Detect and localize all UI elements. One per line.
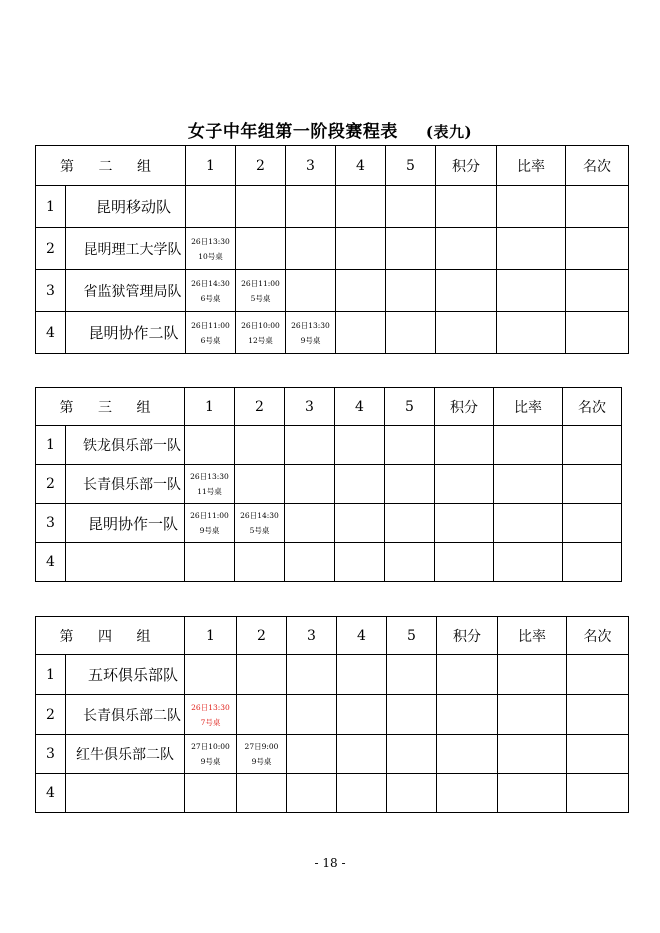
header-rank: 名次 <box>566 146 629 186</box>
cell <box>566 270 629 312</box>
table-row <box>36 655 629 695</box>
cell <box>236 228 286 270</box>
match-time: 26日11:00 <box>191 320 230 330</box>
schedule-cell <box>236 270 286 312</box>
cell <box>437 655 498 695</box>
cell <box>235 426 285 465</box>
header-ratio: 比率 <box>498 617 567 655</box>
match-time: 26日13:30 <box>191 702 230 712</box>
team-name: 省监狱管理局队 <box>66 270 186 312</box>
row-number: 3 <box>36 735 66 774</box>
row-number: 2 <box>36 695 66 735</box>
cell <box>287 774 337 813</box>
match-table: 6号桌 <box>200 335 221 345</box>
cell <box>336 228 386 270</box>
team-name: 昆明理工大学队 <box>66 228 186 270</box>
header-row <box>36 388 622 426</box>
cell <box>335 543 385 582</box>
cell <box>285 465 335 504</box>
header-4: 4 <box>336 146 386 186</box>
title-text: 女子中年组第一阶段赛程表 <box>187 122 398 142</box>
match-table: 5号桌 <box>249 526 270 535</box>
row-number: 4 <box>36 774 66 813</box>
header-5: 5 <box>385 388 435 426</box>
match-time: 26日13:30 <box>291 320 330 330</box>
cell <box>287 695 337 735</box>
header-4: 4 <box>337 617 387 655</box>
cell <box>498 655 567 695</box>
header-4: 4 <box>335 388 385 426</box>
schedule-cell <box>186 228 236 270</box>
row-number: 1 <box>36 186 66 228</box>
header-ratio: 比率 <box>497 146 566 186</box>
match-time: 26日11:00 <box>190 511 229 520</box>
cell <box>567 735 629 774</box>
table-row <box>36 543 622 582</box>
header-3: 3 <box>286 146 336 186</box>
cell <box>287 735 337 774</box>
cell <box>237 655 287 695</box>
cell <box>385 426 435 465</box>
team-name: 昆明协作一队 <box>66 504 185 543</box>
row-number: 3 <box>36 270 66 312</box>
cell <box>437 774 498 813</box>
cell <box>387 774 437 813</box>
cell <box>237 774 287 813</box>
schedule-cell <box>185 504 235 543</box>
schedule-cell-highlighted <box>185 695 237 735</box>
table-row <box>36 186 629 228</box>
cell <box>185 655 237 695</box>
header-row <box>36 146 629 186</box>
cell <box>567 695 629 735</box>
cell <box>286 228 336 270</box>
header-rank: 名次 <box>567 617 629 655</box>
match-time: 26日10:00 <box>241 320 280 330</box>
row-number: 4 <box>36 312 66 354</box>
cell <box>386 312 436 354</box>
cell <box>337 774 387 813</box>
header-1: 1 <box>186 146 236 186</box>
cell <box>435 543 494 582</box>
cell <box>237 695 287 735</box>
team-name: 昆明协作二队 <box>66 312 186 354</box>
cell <box>436 312 497 354</box>
schedule-cell <box>185 465 235 504</box>
cell <box>497 312 566 354</box>
table-row <box>36 695 629 735</box>
header-row <box>36 617 629 655</box>
match-time: 26日13:30 <box>191 236 230 246</box>
cell <box>335 465 385 504</box>
cell <box>498 695 567 735</box>
match-table: 9号桌 <box>200 757 221 766</box>
match-time: 27日10:00 <box>191 742 230 751</box>
cell <box>235 543 285 582</box>
cell <box>437 695 498 735</box>
cell <box>285 543 335 582</box>
cell <box>286 186 336 228</box>
schedule-cell <box>186 312 236 354</box>
cell <box>336 186 386 228</box>
cell <box>436 186 497 228</box>
team-name <box>66 543 185 582</box>
title-tag: (表九) <box>425 123 473 141</box>
header-5: 5 <box>386 146 436 186</box>
header-3: 3 <box>285 388 335 426</box>
cell <box>185 543 235 582</box>
cell <box>385 465 435 504</box>
team-name: 长青俱乐部一队 <box>66 465 185 504</box>
match-time: 26日11:00 <box>241 278 280 288</box>
cell <box>563 465 622 504</box>
cell <box>385 543 435 582</box>
table-row <box>36 312 629 354</box>
match-table: 9号桌 <box>199 526 220 535</box>
table-row <box>36 426 622 465</box>
team-name <box>66 774 185 813</box>
match-time: 26日13:30 <box>190 472 229 481</box>
schedule-cell <box>237 735 287 774</box>
match-table: 12号桌 <box>248 335 273 345</box>
cell <box>494 504 563 543</box>
group-name: 第 三 组 <box>36 388 185 426</box>
cell <box>435 504 494 543</box>
cell <box>437 735 498 774</box>
cell <box>497 228 566 270</box>
cell <box>337 695 387 735</box>
header-rank: 名次 <box>563 388 622 426</box>
schedule-cell <box>186 270 236 312</box>
header-ratio: 比率 <box>494 388 563 426</box>
match-time: 27日9:00 <box>244 742 279 751</box>
cell <box>235 465 285 504</box>
cell <box>498 735 567 774</box>
cell <box>386 270 436 312</box>
cell <box>287 655 337 695</box>
team-name: 红牛俱乐部二队 <box>66 735 185 774</box>
cell <box>335 504 385 543</box>
header-points: 积分 <box>435 388 494 426</box>
row-number: 2 <box>36 228 66 270</box>
group-table <box>35 616 629 813</box>
header-3: 3 <box>287 617 337 655</box>
table-row <box>36 774 629 813</box>
cell <box>335 426 385 465</box>
table-row <box>36 270 629 312</box>
group-table <box>35 387 622 582</box>
cell <box>563 504 622 543</box>
match-time: 26日14:30 <box>240 511 279 520</box>
header-points: 积分 <box>436 146 497 186</box>
cell <box>567 774 629 813</box>
cell <box>336 270 386 312</box>
schedule-cell <box>235 504 285 543</box>
table-row <box>36 228 629 270</box>
table-row <box>36 465 622 504</box>
page-number: - 18 - <box>314 856 346 870</box>
group-name: 第 四 组 <box>36 617 185 655</box>
team-name: 五环俱乐部队 <box>66 655 185 695</box>
header-2: 2 <box>235 388 285 426</box>
cell <box>494 426 563 465</box>
cell <box>337 735 387 774</box>
page-title <box>0 117 660 142</box>
table-row <box>36 735 629 774</box>
cell <box>566 186 629 228</box>
cell <box>185 774 237 813</box>
header-points: 积分 <box>437 617 498 655</box>
cell <box>387 655 437 695</box>
match-table: 6号桌 <box>200 293 221 303</box>
cell <box>436 228 497 270</box>
group-name: 第 二 组 <box>36 146 186 186</box>
header-1: 1 <box>185 388 235 426</box>
cell <box>285 426 335 465</box>
group-table <box>35 145 629 354</box>
cell <box>563 543 622 582</box>
header-5: 5 <box>387 617 437 655</box>
team-name: 铁龙俱乐部一队 <box>66 426 185 465</box>
cell <box>567 655 629 695</box>
cell <box>566 312 629 354</box>
cell <box>385 504 435 543</box>
match-table: 7号桌 <box>200 717 221 727</box>
match-table: 5号桌 <box>250 293 271 303</box>
header-1: 1 <box>185 617 237 655</box>
row-number: 1 <box>36 655 66 695</box>
cell <box>387 695 437 735</box>
cell <box>185 426 235 465</box>
cell <box>566 228 629 270</box>
match-table: 11号桌 <box>197 487 222 496</box>
cell <box>236 186 286 228</box>
cell <box>285 504 335 543</box>
row-number: 4 <box>36 543 66 582</box>
cell <box>336 312 386 354</box>
cell <box>563 426 622 465</box>
schedule-cell <box>236 312 286 354</box>
cell <box>494 543 563 582</box>
match-time: 26日14:30 <box>191 278 230 288</box>
schedule-cell <box>185 735 237 774</box>
cell <box>436 270 497 312</box>
match-table: 9号桌 <box>300 335 321 345</box>
cell <box>387 735 437 774</box>
cell <box>186 186 236 228</box>
cell <box>435 426 494 465</box>
header-2: 2 <box>236 146 286 186</box>
table-row <box>36 504 622 543</box>
team-name: 昆明移动队 <box>66 186 186 228</box>
cell <box>386 186 436 228</box>
cell <box>286 270 336 312</box>
cell <box>497 270 566 312</box>
cell <box>494 465 563 504</box>
row-number: 2 <box>36 465 66 504</box>
cell <box>386 228 436 270</box>
team-name: 长青俱乐部二队 <box>66 695 185 735</box>
cell <box>498 774 567 813</box>
header-2: 2 <box>237 617 287 655</box>
cell <box>435 465 494 504</box>
match-table: 9号桌 <box>251 757 272 766</box>
match-table: 10号桌 <box>198 251 223 261</box>
row-number: 1 <box>36 426 66 465</box>
cell <box>337 655 387 695</box>
cell <box>497 186 566 228</box>
schedule-cell <box>286 312 336 354</box>
row-number: 3 <box>36 504 66 543</box>
